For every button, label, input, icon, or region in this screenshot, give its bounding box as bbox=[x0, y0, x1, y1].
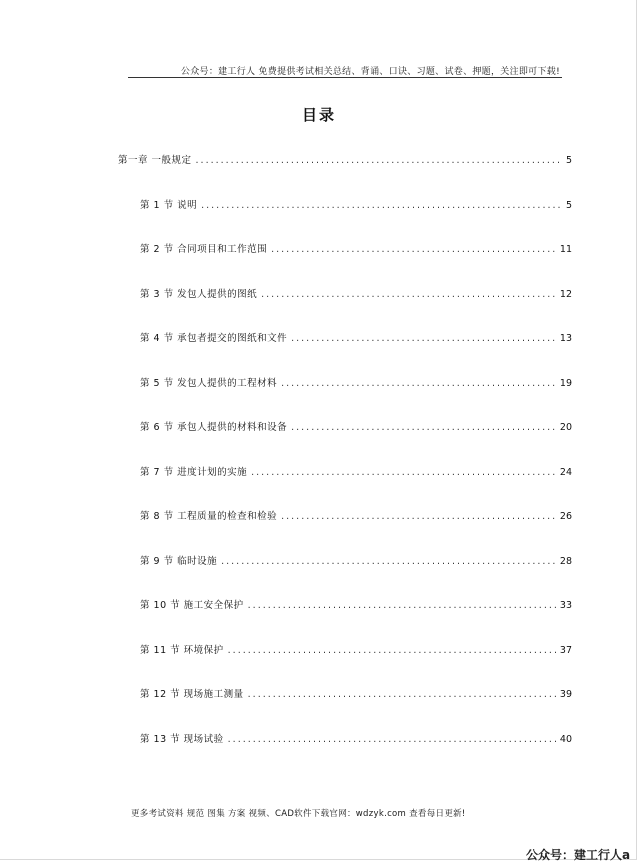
toc-entry-page: 5 bbox=[565, 155, 572, 166]
toc-entry-label: 第 3 节 发包人提供的图纸 bbox=[140, 288, 258, 300]
toc-entry[interactable] bbox=[140, 466, 572, 480]
toc-entry[interactable] bbox=[140, 377, 572, 391]
toc-entry-label: 第 1 节 说明 bbox=[140, 199, 198, 211]
toc-dot-leader bbox=[228, 644, 556, 658]
toc-dot-leader bbox=[196, 154, 562, 168]
toc-dot-leader bbox=[248, 688, 556, 702]
toc-entry-label: 第 12 节 现场施工测量 bbox=[140, 689, 244, 700]
toc-entry-label: 第 9 节 临时设施 bbox=[140, 555, 218, 567]
toc-dot-leader bbox=[248, 599, 556, 613]
toc-entry[interactable] bbox=[140, 199, 572, 213]
toc-entry-page: 24 bbox=[559, 466, 572, 478]
toc-entry[interactable] bbox=[140, 644, 572, 658]
toc-entry-page: 28 bbox=[559, 555, 572, 567]
toc-entry-label: 第 7 节 进度计划的实施 bbox=[140, 466, 248, 478]
toc-entry-page: 20 bbox=[559, 422, 572, 433]
toc-entry[interactable] bbox=[140, 243, 572, 257]
toc-dot-leader bbox=[291, 332, 556, 346]
toc-entry-label: 第 6 节 承包人提供的材料和设备 bbox=[140, 422, 288, 433]
toc-dot-leader bbox=[221, 555, 556, 569]
toc-entry-page: 33 bbox=[559, 600, 572, 611]
toc-entry[interactable] bbox=[140, 332, 572, 346]
toc-entry-label: 第 4 节 承包者提交的图纸和文件 bbox=[140, 333, 288, 344]
toc-entry[interactable] bbox=[140, 288, 572, 302]
toc-entry-page: 26 bbox=[559, 511, 572, 522]
toc-dot-leader bbox=[251, 466, 556, 480]
toc-entry-label: 第 8 节 工程质量的检查和检验 bbox=[140, 511, 278, 522]
toc-dot-leader bbox=[281, 510, 556, 524]
toc-entry[interactable] bbox=[140, 510, 572, 524]
toc-entry-page: 12 bbox=[559, 288, 572, 300]
toc-entry-page: 13 bbox=[559, 333, 572, 344]
toc-title: 目录 bbox=[301, 106, 336, 124]
header-note: 公众号：建工行人 免费提供考试相关总结、背诵、口诀、习题、试卷、押题，关注即可下载! bbox=[180, 67, 560, 77]
toc-entry[interactable] bbox=[140, 555, 572, 569]
toc-entry[interactable] bbox=[140, 733, 572, 747]
toc-entry-page: 5 bbox=[565, 199, 572, 211]
toc-entry-label: 第 11 节 环境保护 bbox=[140, 644, 224, 656]
toc-entry-page: 19 bbox=[559, 377, 572, 389]
toc-entry-page: 11 bbox=[559, 244, 572, 255]
toc-dot-leader bbox=[271, 243, 556, 257]
footer-note: 更多考试资料 规范 图集 方案 视频、CAD软件下载官网：wdzyk.com 查看每日更新! bbox=[131, 809, 466, 819]
toc-entry-page: 39 bbox=[559, 689, 572, 700]
toc-entry-page: 37 bbox=[559, 644, 572, 656]
toc-entry-label: 第 5 节 发包人提供的工程材料 bbox=[140, 377, 278, 389]
toc-dot-leader bbox=[201, 199, 562, 213]
toc-entry[interactable] bbox=[140, 688, 572, 702]
toc-entry-label: 第 2 节 合同项目和工作范围 bbox=[140, 244, 268, 255]
toc-entry-label: 第一章 一般规定 bbox=[118, 155, 192, 166]
toc-dot-leader bbox=[281, 377, 556, 391]
toc-entry[interactable] bbox=[118, 154, 572, 168]
toc-dot-leader bbox=[291, 421, 556, 435]
toc-entry-page: 40 bbox=[559, 733, 572, 745]
toc-entry-label: 第 10 节 施工安全保护 bbox=[140, 600, 244, 611]
toc-entry[interactable] bbox=[140, 599, 572, 613]
toc-dot-leader bbox=[228, 733, 556, 747]
toc-dot-leader bbox=[261, 288, 556, 302]
watermark: 公众号：建工行人a bbox=[526, 848, 631, 862]
toc-entry[interactable] bbox=[140, 421, 572, 435]
toc-entry-label: 第 13 节 现场试验 bbox=[140, 733, 224, 745]
